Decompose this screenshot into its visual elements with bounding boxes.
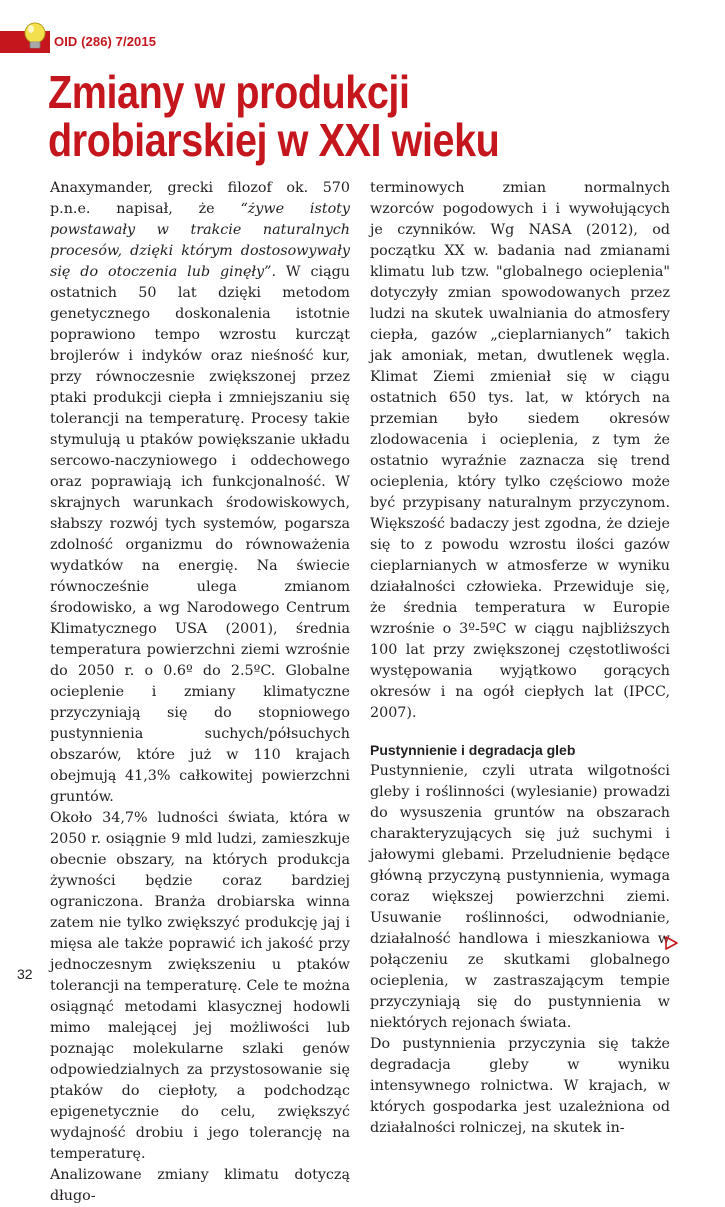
- paragraph: terminowych zmian normalnych wzorców pogodowych i i wywołujących je czynników. Wg NASA (2012), od początku XX w. badania nad zmianami klimatu lub tzw. "globalnego ocieplenia" dotyczyły zmian spowodowanych przez ludzi na skutek uwalniania do atmosfery ciepła, gazów „cieplarnianych” takich jak amoniak, metan, dwutlenek węgla. Klimat Ziemi zmieniał się w ciągu ostatnich 650 tys. lat, w których na przemian było siedem okresów zlodowacenia i ocieplenia, z tym że ostatnio wyraźnie zaznacza się trend ocieplenia, który tylko częściowo może być przypisany naturalnym przyczynom. Większość badaczy jest zgodna, że dzieje się to z powodu wzrostu ilości gazów cieplarnianych w atmosferze w wyniku działalności człowieka. Przewiduje się, że średnia temperatura w Europie wzrośnie o 3º-5ºC w ciągu najbliższych 100 lat przy zwiększonej częstotliwości występowania wyjątkowo gorących okresów i na ogół ciepłych lat (IPCC, 2007).: [370, 180, 670, 721]
- journal-issue-label: OID (286) 7/2015: [54, 34, 157, 49]
- paragraph: Pustynnienie, czyli utrata wilgotności gleby i roślinności (wylesianie) prowadzi do wysuszenia gruntów na obszarach charakteryzujących się już suchymi i jałowymi glebami. Przeludnienie będące główną przyczyną pustynnienia, wymaga coraz większej powierzchni ziemi. Usuwanie roślinności, odwodnianie, działalność handlowa i mieszkaniowa w połączeniu ze skutkami globalnego ocieplenia, w zastraszającym tempie przyczyniają się do pustynnienia w niektórych rejonach świata.: [370, 763, 670, 1031]
- section-spacer: [370, 724, 670, 740]
- paragraph-text: Anaxymander, grecki filozof ok. 570 p.n.e. napisał, że: [50, 180, 350, 217]
- triangle-right-icon: [664, 936, 678, 950]
- article-title: Zmiany w produkcji drobiarskiej w XXI wieku: [48, 66, 500, 166]
- section-heading: Pustynnienie i degradacja gleb: [370, 742, 576, 758]
- paragraph: Do pustynnienia przyczynia się także degradacja gleby w wyniku intensywnego rolnictwa. W krajach, w których gospodarka jest uzależniona od działalności rolniczej, na skutek in-: [370, 1036, 670, 1136]
- right-column: [370, 178, 670, 1139]
- lightbulb-icon: [20, 20, 50, 54]
- paragraph-text: . W ciągu ostatnich 50 lat dzięki metodom genetycznego doskonalenia istotnie poprawiono tempo wzrostu kurcząt brojlerów i indyków oraz nieśność kur, przy równoczesnie zwiększonej przez ptaki produkcji ciepła i zmniejszaniu się tolerancji na temperaturę. Procesy takie stymulują u ptaków powiększanie układu sercowo-naczyniowego i oddechowego oraz poprawiają ich funkcjonalność. W skrajnych warunkach środowiskowych, słabszy rozwój tych systemów, pogarsza zdolność organizmu do równoważenia wydatków na energię. Na świecie równocześnie ulega zmianom środowisko, a wg Narodowego Centrum Klimatycznego USA (2001), średnia temperatura powierzchni ziemi wzrośnie do 2050 r. o 0.6º do 2.5ºC. Globalne ocieplenie i zmiany klimatyczne przyczyniają się do stopniowego pustynnienia suchych/półsuchych obszarów, które już w 110 krajach obejmują 41,3% całkowitej powierzchni gruntów.: [50, 264, 351, 805]
- paragraph: Około 34,7% ludności świata, która w 2050 r. osiągnie 9 mld ludzi, zamieszkuje obecnie obszary, na których produkcja żywności będzie coraz bardziej ograniczona. Branża drobiarska winna zatem nie tylko zwiększyć produkcję jaj i mięsa ale także poprawić ich jakość przy jednoczesnym zwiększeniu u ptaków tolerancji na temperaturę. Cele te można osiągnąć metodami klasycznej hodowli mimo malejącej jej możliwości lub poznając molekularne szlaki genów odpowiedzialnych za przystosowanie się ptaków do ciepłoty, a podchodząc epigenetycznie do celu, zwiększyć wydajność drobiu i jego tolerancję na temperaturę.: [50, 810, 350, 1162]
- paragraph: [50, 178, 350, 808]
- quotation: “żywe istoty powstawały w trakcie naturalnych procesów, dzięki którym dostosowywały się do otoczenia lub ginęły”: [50, 201, 351, 280]
- paragraph: Analizowane zmiany klimatu dotyczą długo-: [50, 1167, 350, 1204]
- page-number: 32: [17, 966, 33, 982]
- left-column: [50, 178, 350, 1207]
